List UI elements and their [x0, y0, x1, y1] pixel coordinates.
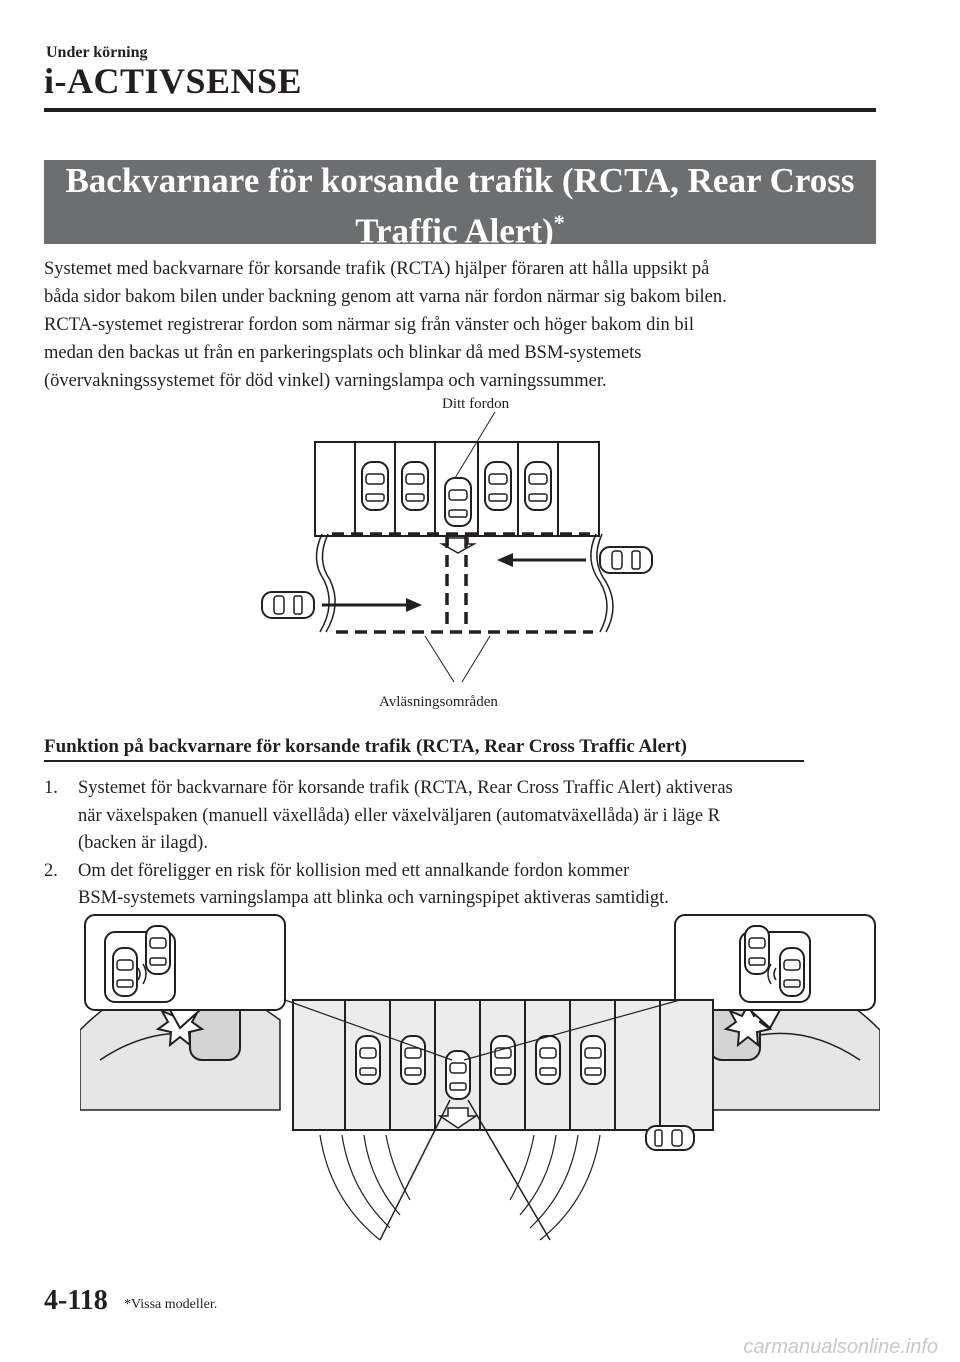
step-list [44, 775, 894, 913]
label-detection-zones: Avläsningsområden [379, 694, 498, 710]
intro-paragraph [44, 255, 884, 395]
step-line: (backen är ilagd). [78, 833, 208, 853]
step-number: 1. [44, 778, 58, 798]
footnote-marker: * [553, 210, 565, 235]
step-line: när växelspaken (manuell växellåda) eller växelväljaren (automatväxellåda) är i läge R [78, 805, 721, 826]
step-line: Om det föreligger en risk för kollision med ett annalkande fordon kommer [78, 860, 630, 881]
section-label: Under körning [46, 44, 148, 61]
banner-title-text: Traffic Alert) [355, 211, 554, 251]
intro-line: båda sidor bakom bilen under backning genom att varna när fordon närmar sig bakom bilen. [44, 287, 727, 307]
step-line: BSM-systemets varningslampa att blinka och varningspipet aktiveras samtidigt. [78, 888, 669, 908]
step-line: Systemet för backvarnare för korsande trafik (RCTA, Rear Cross Traffic Alert) aktiveras [78, 778, 733, 798]
intro-line: RCTA-systemet registrerar fordon som närmar sig från vänster och höger bakom din bil [44, 315, 694, 335]
rcta-warning-diagram [80, 910, 880, 1250]
label-your-vehicle: Ditt fordon [442, 396, 510, 412]
intro-line: Systemet med backvarnare för korsande trafik (RCTA) hjälper föraren att hålla uppsikt på [44, 259, 710, 279]
list-item [44, 858, 894, 913]
intro-line: (övervakningssystemet för död vinkel) varningslampa och varningssummer. [44, 371, 607, 391]
function-subheading: Funktion på backvarnare för korsande trafik (RCTA, Rear Cross Traffic Alert) [44, 736, 804, 762]
section-banner [44, 160, 876, 251]
banner-title-line1: Backvarnare för korsande trafik (RCTA, Rear Cross [65, 161, 855, 200]
page-number: 4-118 [44, 1285, 108, 1316]
header-rule [44, 108, 876, 112]
list-item [44, 775, 894, 858]
watermark: carmanualsonline.info [743, 1336, 938, 1358]
footnote: *Vissa modeller. [124, 1297, 218, 1312]
step-number: 2. [44, 860, 58, 881]
rcta-detection-diagram [250, 410, 670, 690]
chapter-title: i-ACTIVSENSE [44, 61, 303, 101]
intro-line: medan den backas ut från en parkeringsplats och blinkar då med BSM-systemets [44, 343, 642, 363]
banner-title-line2 [44, 202, 876, 253]
